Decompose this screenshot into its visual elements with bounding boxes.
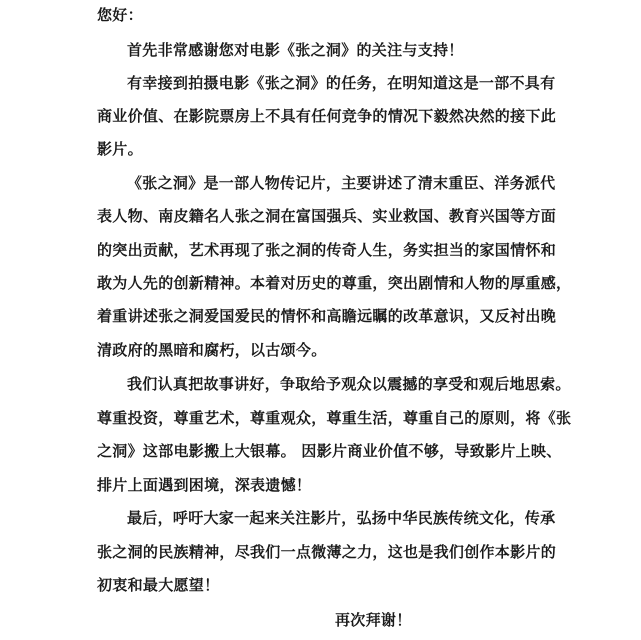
paragraph-line: 初衷和最大愿望！ (97, 576, 220, 594)
paragraph-line: 最后，呼吁大家一起来关注影片，弘扬中华民族传统文化，传承 (127, 509, 556, 527)
paragraph-line: 张之洞的民族精神，尽我们一点微薄之力，这也是我们创作本影片的 (97, 543, 557, 561)
greeting: 您好： (97, 6, 143, 24)
paragraph-line: 之洞》这部电影搬上大银幕。 因影片商业价值不够，导致影片上映、 (97, 442, 562, 460)
paragraph-line: 敢为人先的创新精神。本着对历史的尊重，突出剧情和人物的厚重感， (97, 274, 572, 292)
paragraph-line: 表人物、南皮籍名人张之洞在富国强兵、实业救国、教育兴国等方面 (97, 207, 557, 225)
paragraph-line: 尊重投资，尊重艺术，尊重观众，尊重生活，尊重自己的原则，将《张 (97, 409, 572, 427)
paragraph-line: 有幸接到拍摄电影《张之洞》的任务，在明知道这是一部不具有 (127, 74, 556, 92)
paragraph-line: 《张之洞》是一部人物传记片，主要讲述了清末重臣、洋务派代 (127, 174, 556, 192)
paragraph-line: 清政府的黑暗和腐朽，以古颂今。 (97, 341, 327, 359)
closing-signoff: 再次拜谢！ (335, 611, 412, 629)
paragraph-line: 的突出贡献，艺术再现了张之洞的传奇人生，务实担当的家国情怀和 (97, 241, 557, 259)
paragraph-line: 商业价值、在影院票房上不具有任何竞争的情况下毅然决然的接下此 (97, 107, 557, 125)
paragraph-line: 着重讲述张之洞爱国爱民的情怀和高瞻远瞩的改革意识，又反衬出晚 (97, 307, 557, 325)
paragraph-line: 排片上面遇到困境，深表遗憾！ (97, 476, 312, 494)
paragraph-line: 影片。 (97, 140, 143, 158)
paragraph-line: 首先非常感谢您对电影《张之洞》的关注与支持！ (127, 41, 464, 59)
paragraph-line: 我们认真把故事讲好，争取给予观众以震撼的享受和观后地思索。 (127, 375, 571, 393)
